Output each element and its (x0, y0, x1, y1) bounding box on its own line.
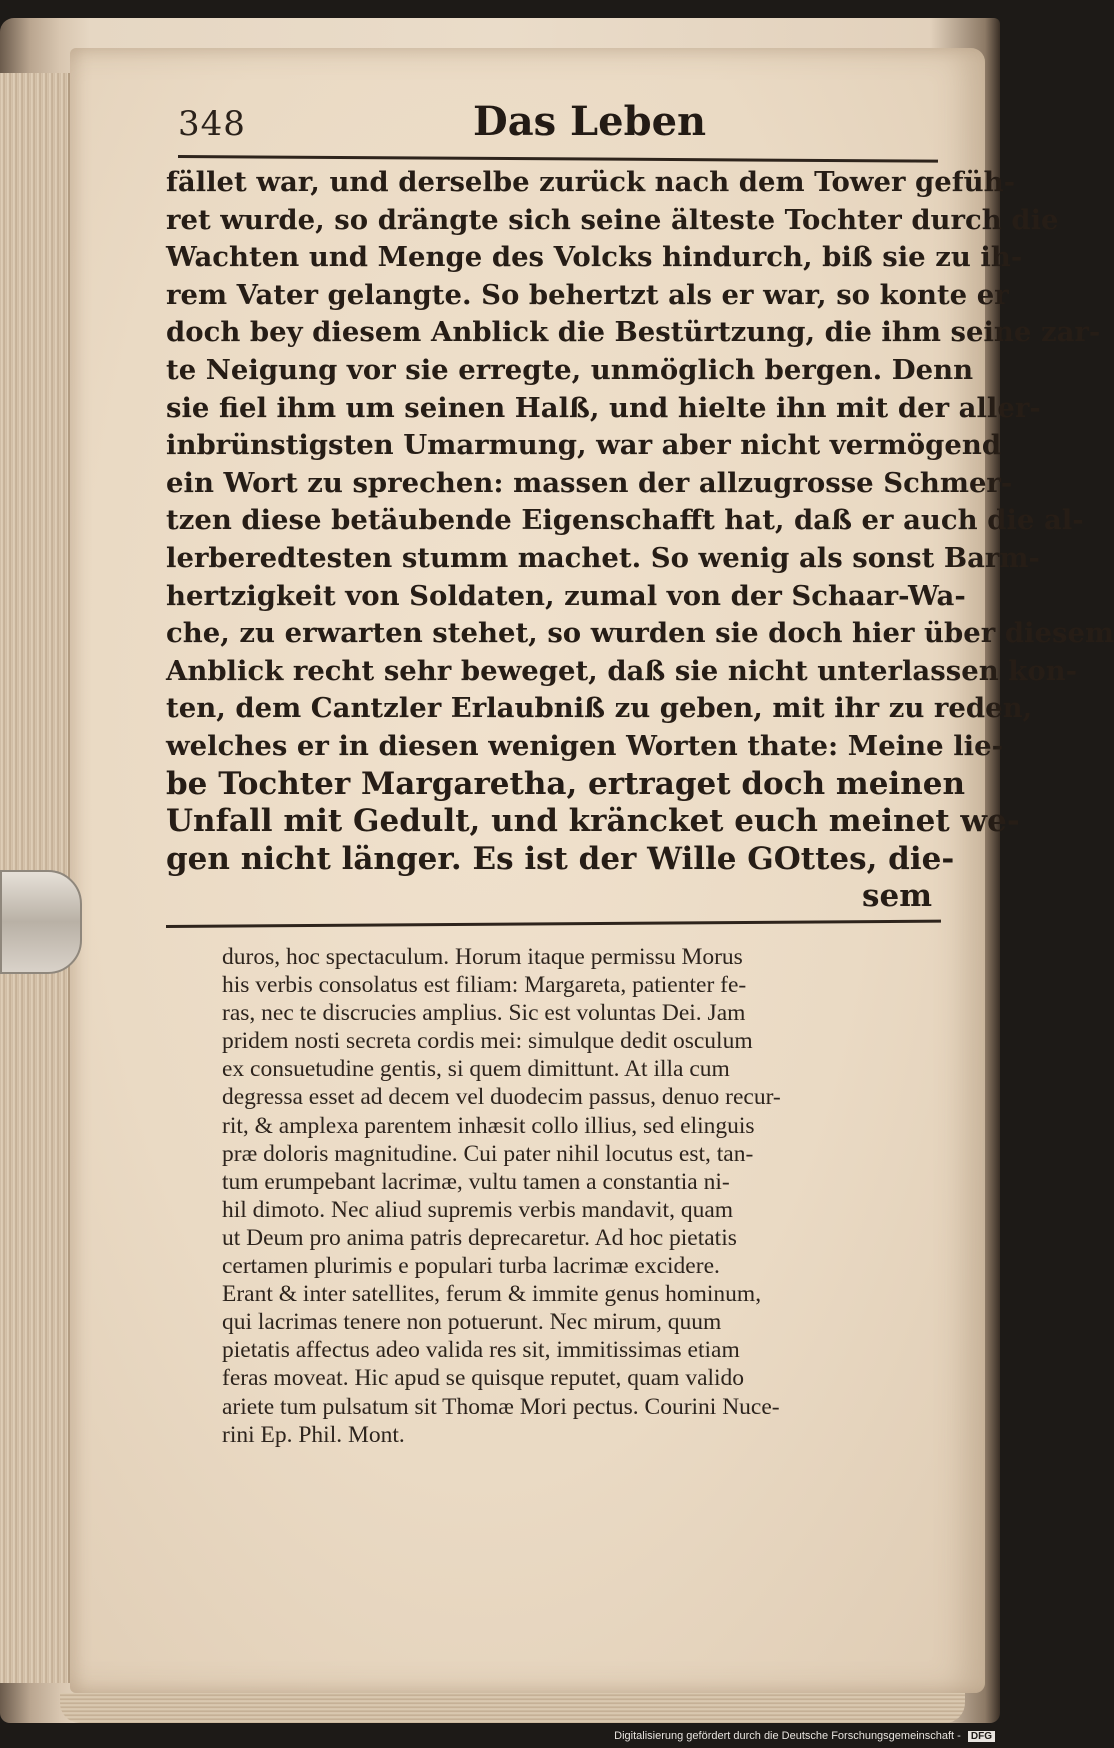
dfg-logo: DFG (968, 1731, 995, 1742)
text-line: rini Ep. Phil. Mont. (222, 1421, 405, 1448)
text-line: ten, dem Cantzler Erlaubniß zu geben, mit ihr zu reden, (166, 692, 1033, 725)
running-head: Das Leben (473, 98, 707, 145)
text-line: degressa esset ad decem vel duodecim passus, denuo recur- (222, 1084, 781, 1111)
text-line: welches er in diesen wenigen Worten thate: Meine lie- (166, 729, 1004, 762)
text-line: lerberedtesten stumm machet. So wenig als sonst Barm- (166, 541, 1040, 574)
text-line: pridem nosti secreta cordis mei: simulque dedit osculum (222, 1028, 753, 1055)
digitization-credit (600, 1730, 995, 1746)
text-line: Unfall mit Gedult, und kräncket euch meinet we- (166, 803, 1020, 840)
text-line: be Tochter Margaretha, ertraget doch meinen (166, 765, 966, 802)
text-line: duros, hoc spectaculum. Horum itaque permissu Morus (222, 944, 743, 970)
text-line: hertzigkeit von Soldaten, zumal von der Schaar-Wa- (166, 579, 966, 612)
text-line: præ doloris magnitudine. Cui pater nihil locutus est, tan- (222, 1140, 754, 1167)
text-line: tzen diese betäubende Eigenschafft hat, daß er auch die al- (166, 504, 1084, 537)
text-line: rit, & amplexa parentem inhæsit collo illius, sed elinguis (222, 1112, 755, 1139)
german-text-block (166, 164, 1114, 916)
page-edges-bottom (60, 1693, 965, 1723)
text-line: fället war, und derselbe zurück nach dem Tower gefüh- (166, 166, 1015, 198)
text-line: gen nicht länger. Es ist der Wille GOttes, die- (166, 840, 955, 877)
text-line: rem Vater gelangte. So behertzt als er war, so konte er (166, 278, 1009, 311)
text-line: te Neigung vor sie erregte, unmöglich bergen. Denn (166, 353, 974, 386)
text-line: Erant & inter satellites, ferum & immite genus hominum, (222, 1281, 762, 1308)
page-header (178, 98, 948, 150)
page-number: 348 (178, 104, 246, 144)
text-line: che, zu erwarten stehet, so wurden sie doch hier über diesem (166, 617, 1114, 650)
text-line: qui lacrimas tenere non potuerunt. Nec mirum, quum (222, 1309, 722, 1336)
text-line: ein Wort zu sprechen: massen der allzugrosse Schmer- (166, 466, 1013, 499)
text-line: inbrünstigsten Umarmung, war aber nicht vermögend (166, 429, 1002, 462)
text-line: sie fiel ihm um seinen Halß, und hielte ihn mit der aller- (166, 391, 1041, 424)
catchword: sem (862, 878, 932, 915)
text-line: ret wurde, so drängte sich seine älteste Tochter durch die (166, 203, 1059, 236)
text-line: feras moveat. Hic apud se quisque reputet, quam valido (222, 1365, 745, 1392)
text-line: ut Deum pro anima patris deprecaretur. Ad hoc pietatis (222, 1224, 737, 1251)
text-line: Anblick recht sehr beweget, daß sie nicht unterlassen kon- (166, 654, 1078, 687)
text-line: tum erumpebant lacrimæ, vultu tamen a constantia ni- (222, 1168, 730, 1195)
text-line: hil dimoto. Nec aliud supremis verbis mandavit, quam (222, 1196, 734, 1223)
text-line: Wachten und Menge des Volcks hindurch, biß sie zu ih- (166, 241, 1023, 274)
text-line: ras, nec te discrucies amplius. Sic est voluntas Dei. Jam (222, 1000, 746, 1027)
text-line: certamen plurimis e populari turba lacrimæ excidere. (222, 1253, 720, 1280)
page-clip (0, 870, 82, 974)
latin-footnote-block (222, 943, 942, 1449)
text-line: ariete tum pulsatum sit Thomæ Mori pectus. Courini Nuce- (222, 1393, 780, 1420)
text-line: pietatis affectus adeo valida res sit, immitissimas etiam (222, 1337, 740, 1364)
text-line: his verbis consolatus est filiam: Margareta, patienter fe- (222, 972, 747, 999)
text-line: ex consuetudine gentis, si quem dimittunt. At illa cum (222, 1056, 730, 1083)
text-line: doch bey diesem Anblick die Bestürtzung, die ihm seine zar- (166, 316, 1101, 349)
credit-text: Digitalisierung gefördert durch die Deutsche Forschungsgemeinschaft - (614, 1730, 961, 1742)
